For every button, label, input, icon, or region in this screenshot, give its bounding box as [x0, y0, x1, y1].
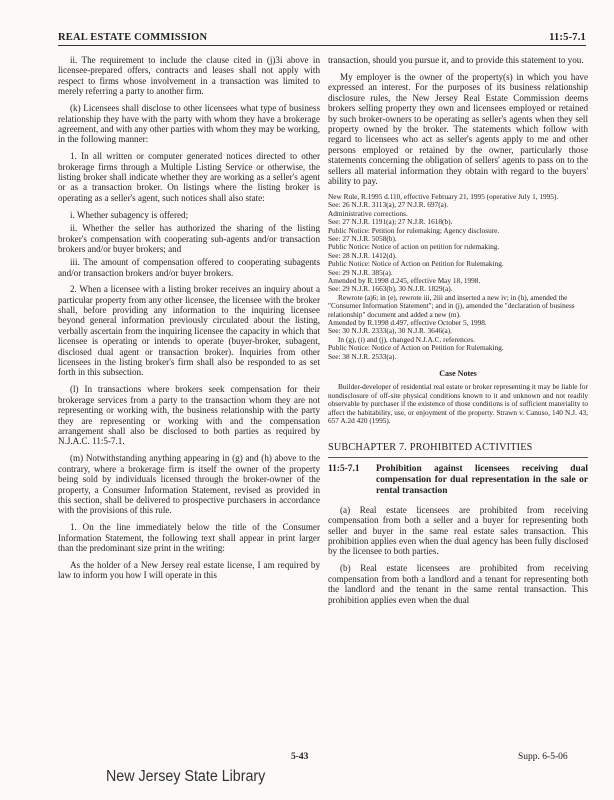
- history-line: See: 28 N.J.R. 1412(d).: [328, 250, 397, 260]
- header-title: REAL ESTATE COMMISSION: [58, 32, 208, 43]
- paragraph-employer: My employer is the owner of the property(s) in which you have expressed an interest. For the purposes of its business relationship disclosure rules, the New Jersey Real Estate Commission deems brokers selling property they own and licensees employed or retained by such broker-owners to be operating as seller's agents when they sell property owned by the broker. The statements which follow with regard to licensees who act as seller's agents apply to me and other persons employed or retained by the owner, particularly those statements concerning the obligation of sellers' agents to pass on to the sellers all material information they obtain with regard to the buyers' ability to pay.: [328, 71, 588, 186]
- paragraph-k2: 2. When a licensee with a listing broker receives an inquiry about a particular property from any other licensee, the licensee with the broker shall, before providing any information to the inquiring licensee beyond general information previously circulated about the listing, verbally ascertain from the inquiring licensee the capacity in which that licensee is operating or intends to operate (buyer-broker, subagent, disclosed dual agent or transaction broker). Inquiries from other licensees in the listing broker's firm shall also be responded to as set forth in this subsection.: [58, 284, 320, 378]
- history-line: Public Notice: Notice of Action on Petition for Rulemaking.: [328, 259, 504, 269]
- paragraph-m1: 1. On the line immediately below the title of the Consumer Information Statement, the following text shall appear in print larger than the predominant size print in the writing:: [58, 522, 320, 554]
- left-column: [58, 55, 320, 587]
- list-item: iii. The amount of compensation offered to cooperating subagents and/or transaction brokers and/or buyer brokers.: [58, 257, 320, 278]
- page-number: 5-43: [291, 752, 309, 762]
- history-line: See: 27 N.J.R. 5058(b).: [328, 233, 397, 243]
- history-line: Administrative corrections.: [328, 208, 408, 218]
- case-notes-text: Builder-developer of residential real estate or broker representing it may be liable for nondisclosure of off-site physical conditions known to it and unknown and not readily observable by purchaser if the existence of those conditions is of sufficient materiality to affect the habitability, use, or enjoyment of the property. Strawn v. Canuso, 140 N.J. 43, 657 A.2d 420 (1995).: [328, 382, 588, 426]
- paragraph-continued: transaction, should you pursue it, and to provide this statement to you.: [328, 55, 584, 65]
- paragraph-m: (m) Notwithstanding anything appearing in (g) and (h) above to the contrary, where a brokerage firm is itself the owner of the property being sold by individuals licensed through the broker-owner of the property, a Consumer Information Statement, revised as provided in this section, shall be delivered to prospective purchasers in accordance with the provisions of this rule.: [58, 453, 320, 516]
- history-line: New Rule, R.1995 d.110, effective February 21, 1995 (operative July 1, 1995).: [328, 191, 559, 201]
- running-header: [58, 32, 586, 46]
- paragraph-k1: 1. In all written or computer generated notices directed to other brokerage firms through a Multiple Listing Service or otherwise, the listing broker shall indicate whether they are working as a seller's agent or as a transaction broker. On listings where the listing broker is operating as a seller's agent, such notices shall also state:: [58, 151, 320, 203]
- history-line: In (g), (i) and (j), changed N.J.A.C. references.: [338, 334, 475, 344]
- history-notes: [328, 193, 588, 361]
- paragraph-a: (a) Real estate licensees are prohibited from receiving compensation from both a seller and a buyer for representing both seller and buyer in the same real estate sales transaction. This prohibition applies even when the dual agency has been fully disclosed by the licensee to both parties.: [328, 504, 588, 557]
- subchapter-heading: SUBCHAPTER 7. PROHIBITED ACTIVITIES: [328, 443, 588, 457]
- history-line: See: 27 N.J.R. 1191(a); 27 N.J.R. 1618(b).: [328, 217, 453, 227]
- history-line: See: 29 N.J.R. 385(a).: [328, 267, 393, 277]
- library-watermark: New Jersey State Library: [106, 768, 266, 785]
- history-line: Public Notice: Notice of action on petition for rulemaking.: [328, 242, 500, 252]
- history-line: Public Notice: Notice of Action on Petition for Rulemaking.: [328, 343, 504, 353]
- history-line: Amended by R.1998 d.497, effective October 5, 1998.: [328, 317, 487, 327]
- history-line: Amended by R.1998 d.245, effective May 18, 1998.: [328, 275, 481, 285]
- history-line: Rewrote (a)6; in (e), rewrote iii, 2iii and inserted a new iv; in (h), amended the "Consumer Information Statement"; and in (j), amended the "declaration of business relationship" document and added a new (m).: [328, 292, 575, 319]
- header-section: 11:5-7.1: [549, 32, 586, 43]
- list-item: i. Whether subagency is offered;: [70, 209, 189, 220]
- section-number: 11:5-7.1: [328, 463, 360, 474]
- section-title: Prohibition against licensees receiving dual compensation for dual representation in the sale or rental transaction: [376, 463, 588, 496]
- history-line: See: 29 N.J.R. 1663(b), 30 N.J.R. 1829(a).: [328, 284, 453, 294]
- right-column: [328, 55, 588, 612]
- case-notes-heading: Case Notes: [439, 369, 477, 378]
- history-line: See: 38 N.J.R. 2533(a).: [328, 351, 397, 361]
- paragraph-b: (b) Real estate licensees are prohibited from receiving compensation from both a landlord and a tenant for representing both the landlord and the tenant in the same rental transaction. This prohibition applies even when the dual: [328, 563, 588, 605]
- history-line: Public Notice: Petition for rulemaking; Agency disclosure.: [328, 225, 500, 235]
- list-item: ii. Whether the seller has authorized the sharing of the listing broker's compensation with cooperating sub-agents and/or transaction brokers and/or buyer brokers; and: [58, 223, 320, 254]
- paragraph-k: (k) Licensees shall disclose to other licensees what type of business relationship they have with the party with whom they have a brokerage agreement, and with any other parties with whom they may be working, in the following manner:: [58, 103, 320, 145]
- supplement-date: Supp. 6-5-06: [518, 752, 568, 762]
- paragraph-j-ii: ii. The requirement to include the clause cited in (j)3i above in licensee-prepared offers, contracts and leases shall not apply with respect to firms whose involvement in a transaction was limited to merely referring a party to another firm.: [58, 55, 320, 97]
- section-heading: [328, 464, 588, 497]
- paragraph-quote: As the holder of a New Jersey real estate license, I am required by law to inform you how I will operate in this: [58, 559, 320, 581]
- notice-list: [58, 210, 320, 278]
- paragraph-l: (l) In transactions where brokers seek compensation for their brokerage services from a party to the transaction whom they are not representing or working with, the business relationship with the party they are representing or working with and the compensation arrangement shall also be disclosed to both parties as required by N.J.A.C. 11:5-7.1.: [58, 384, 320, 447]
- history-line: See: 26 N.J.R. 3113(a), 27 N.J.R. 697(a).: [328, 200, 449, 210]
- history-line: See: 30 N.J.R. 2333(a), 30 N.J.R. 3646(a).: [328, 326, 453, 336]
